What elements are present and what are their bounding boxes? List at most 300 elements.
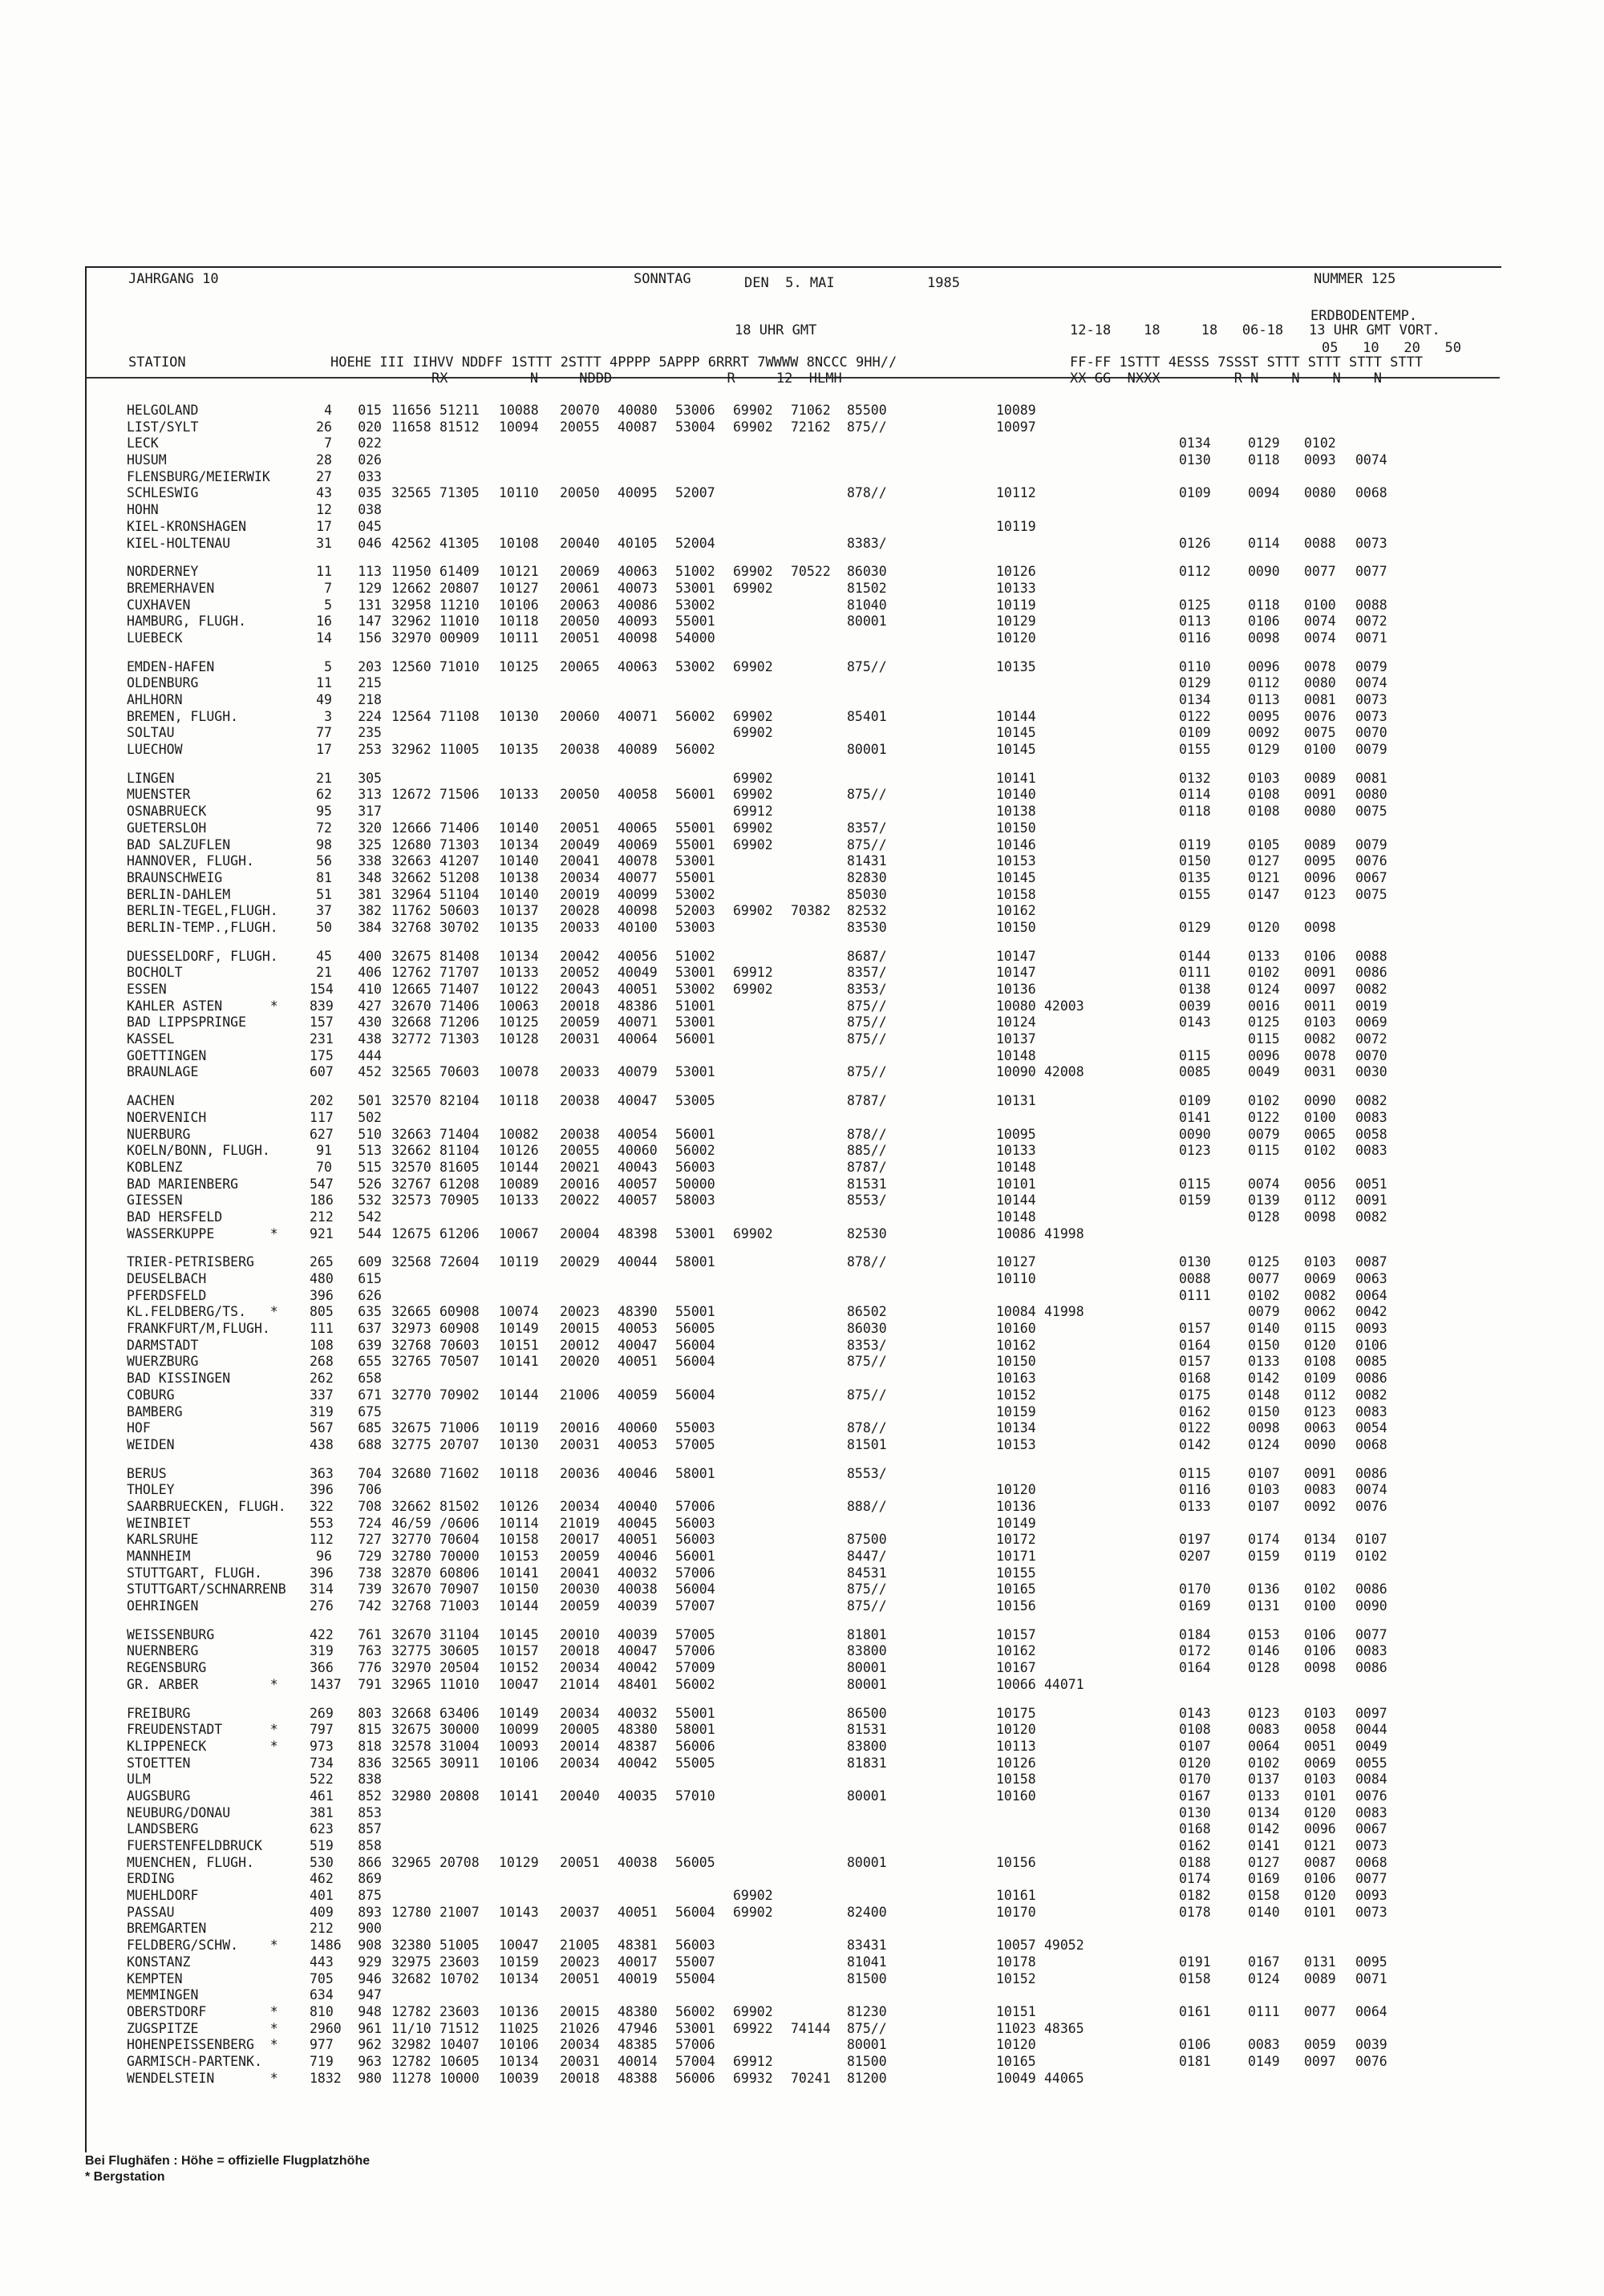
table-cell: 40046 <box>618 1549 658 1564</box>
table-cell <box>728 1805 786 1822</box>
table-cell: 20034 <box>560 869 600 885</box>
table-cell: 10162 <box>996 903 1036 919</box>
table-cell <box>670 804 728 820</box>
table-cell <box>948 887 996 904</box>
table-cell: 40047 <box>618 1093 658 1109</box>
table-cell: 0083 <box>1355 1143 1387 1159</box>
table-cell: 20050 <box>560 613 600 630</box>
table-cell: 0149 <box>1248 2053 1280 2069</box>
table-cell: 10148 <box>996 1209 1036 1225</box>
table-cell <box>1044 1706 1091 1723</box>
table-cell <box>1044 1888 1091 1905</box>
table-cell: 21019 <box>560 1515 600 1531</box>
table-cell: 10153 <box>499 1549 539 1564</box>
table-cell <box>948 1160 996 1176</box>
table-cell <box>901 613 948 630</box>
station-name: KONSTANZ <box>127 1954 191 1970</box>
table-cell: 10113 <box>996 1738 1036 1754</box>
table-row <box>127 1466 1506 1483</box>
table-cell: 57010 <box>675 1788 715 1804</box>
table-cell <box>555 675 613 692</box>
table-cell: 0124 <box>1248 982 1280 997</box>
table-cell: 567 <box>310 1420 334 1436</box>
table-row <box>127 1821 1506 1838</box>
table-cell: 0124 <box>1248 1436 1280 1452</box>
table-cell: 381 <box>358 886 382 902</box>
table-cell <box>901 709 948 726</box>
table-cell <box>786 1821 842 1838</box>
table-cell <box>786 2037 842 2054</box>
station-name: BAD LIPPSPRINGE <box>127 1014 247 1031</box>
table-cell: 32980 <box>391 1788 431 1804</box>
station-name: LINGEN <box>127 770 175 786</box>
table-cell: 10101 <box>996 1176 1036 1192</box>
table-cell: 8687/ <box>847 948 887 964</box>
table-cell <box>786 771 842 788</box>
table-cell: 10144 <box>996 708 1036 724</box>
table-cell: 962 <box>358 2037 382 2053</box>
table-cell <box>728 692 786 709</box>
table-row <box>127 1064 1506 1081</box>
table-cell: 20807 <box>439 580 480 596</box>
table-cell <box>948 435 996 452</box>
table-cell: 0090 <box>1304 1093 1336 1109</box>
table-cell <box>786 452 842 469</box>
table-cell: 40017 <box>618 1954 658 1970</box>
table-cell: 41998 <box>1044 1225 1084 1241</box>
table-cell: 5 <box>324 658 332 674</box>
table-cell: 10106 <box>499 1755 539 1771</box>
table-cell: 32565 <box>391 485 431 501</box>
table-cell: 20059 <box>560 1014 600 1031</box>
table-cell <box>901 1466 948 1483</box>
table-cell: 0102 <box>1304 1581 1336 1597</box>
table-cell <box>786 804 842 820</box>
table-cell: 40093 <box>618 613 658 630</box>
table-cell <box>494 1987 555 2004</box>
table-cell: 0119 <box>1304 1549 1336 1564</box>
table-cell: 0169 <box>1179 1598 1211 1614</box>
station-name: BRAUNSCHWEIG <box>127 869 223 885</box>
table-cell <box>1044 1160 1091 1176</box>
station-name: MANNHEIM <box>127 1549 191 1564</box>
table-cell <box>728 1938 786 1954</box>
table-cell: 0030 <box>1355 1064 1387 1080</box>
table-cell <box>1044 1387 1091 1404</box>
table-cell: 0090 <box>1179 1126 1211 1142</box>
table-cell: 83800 <box>847 1643 887 1659</box>
station-name: NOERVENICH <box>127 1109 207 1125</box>
table-cell <box>387 435 435 452</box>
table-cell <box>613 1110 670 1127</box>
table-cell: 10165 <box>996 1581 1036 1597</box>
table-cell: 69922 <box>733 2020 773 2036</box>
table-cell: 40080 <box>618 403 658 418</box>
table-cell: 0083 <box>1248 2037 1280 2053</box>
table-cell <box>1091 1110 1179 1127</box>
table-cell: 16 <box>316 613 332 630</box>
table-cell <box>948 1971 996 1988</box>
table-cell <box>948 1755 996 1772</box>
table-cell: 0103 <box>1304 1254 1336 1270</box>
table-cell: 40069 <box>618 836 658 852</box>
table-cell <box>728 469 786 486</box>
table-cell <box>948 1805 996 1822</box>
table-cell: 32770 <box>391 1532 431 1548</box>
table-cell <box>1091 1805 1179 1822</box>
table-cell: 69902 <box>733 1904 773 1920</box>
table-cell <box>1179 502 1248 519</box>
table-cell <box>728 1093 786 1110</box>
table-cell: 11658 <box>391 419 431 435</box>
table-cell: 11010 <box>439 1676 480 1692</box>
table-cell <box>1044 675 1091 692</box>
table-cell <box>901 1160 948 1176</box>
table-cell: 54000 <box>675 630 715 646</box>
table-cell: 156 <box>358 630 382 646</box>
table-cell <box>948 1110 996 1127</box>
table-cell <box>1304 1987 1355 2004</box>
table-cell: 32958 <box>391 597 431 613</box>
table-cell <box>1044 771 1091 788</box>
table-cell <box>1355 1921 1408 1938</box>
table-cell <box>901 1905 948 1921</box>
table-cell: 32578 <box>391 1738 431 1754</box>
table-cell <box>728 1971 786 1988</box>
table-cell <box>1091 982 1179 998</box>
table-cell <box>613 675 670 692</box>
table-cell: 0146 <box>1248 1643 1280 1659</box>
table-cell <box>948 1581 996 1598</box>
table-cell <box>670 692 728 709</box>
table-cell: 0197 <box>1179 1532 1211 1548</box>
table-cell: 0073 <box>1355 1904 1387 1920</box>
table-cell: 80001 <box>847 1660 887 1676</box>
table-cell <box>1179 469 1248 486</box>
side-column-headers: FF-FF 1STTT 4ESSS 7SSST STTT STTT STTT STTT <box>1070 354 1424 371</box>
table-cell: 046 <box>358 535 382 551</box>
table-cell <box>1091 1722 1179 1739</box>
table-cell <box>901 787 948 804</box>
table-cell: 0105 <box>1248 836 1280 852</box>
station-name: LUEBECK <box>127 630 183 646</box>
table-cell: 20033 <box>560 1064 600 1080</box>
table-cell: 655 <box>358 1354 382 1370</box>
table-cell <box>996 1805 1044 1822</box>
table-cell <box>555 725 613 742</box>
table-cell: 384 <box>358 919 382 935</box>
table-cell <box>901 837 948 854</box>
table-cell: 10136 <box>499 2003 539 2019</box>
table-cell <box>1044 613 1091 630</box>
table-cell: 10126 <box>499 1498 539 1514</box>
table-cell <box>555 1921 613 1938</box>
table-cell: 10156 <box>996 1854 1036 1870</box>
station-name: BRAUNLAGE <box>127 1064 199 1080</box>
table-cell: 80001 <box>847 1854 887 1870</box>
table-cell: 10122 <box>499 982 539 997</box>
station-name: WEIDEN <box>127 1436 175 1452</box>
table-cell: 0078 <box>1304 658 1336 674</box>
table-cell <box>786 1354 842 1371</box>
table-cell: 973 <box>310 1738 334 1754</box>
table-cell <box>494 692 555 709</box>
table-cell <box>728 742 786 759</box>
table-cell <box>948 1532 996 1549</box>
footnote-mountain: * Bergstation <box>85 2170 165 2184</box>
table-cell <box>842 1516 901 1533</box>
table-cell: 0073 <box>1355 708 1387 724</box>
table-cell <box>1304 1938 1355 1954</box>
table-cell <box>1044 725 1091 742</box>
table-row <box>127 1627 1506 1644</box>
table-cell: 980 <box>358 2070 382 2086</box>
table-cell: 0086 <box>1355 1371 1387 1387</box>
table-cell: 69912 <box>733 2053 773 2069</box>
table-cell <box>786 965 842 982</box>
table-cell: 0123 <box>1304 1403 1336 1419</box>
table-cell: 20017 <box>560 1532 600 1548</box>
table-cell <box>1248 1938 1304 1954</box>
table-cell <box>948 1304 996 1321</box>
table-cell <box>1044 1855 1091 1872</box>
table-cell <box>670 1482 728 1499</box>
table-cell: 0111 <box>1179 965 1211 981</box>
table-cell: 40054 <box>618 1126 658 1142</box>
table-cell: 705 <box>310 1970 334 1986</box>
table-row <box>127 1271 1506 1288</box>
table-cell <box>1044 1755 1091 1772</box>
table-cell <box>728 519 786 536</box>
table-cell <box>842 1921 901 1938</box>
table-cell: 0147 <box>1248 886 1280 902</box>
table-cell: 12 <box>316 502 332 518</box>
table-cell: 908 <box>358 1938 382 1954</box>
table-cell: 10126 <box>996 1755 1036 1771</box>
table-cell <box>555 1772 613 1788</box>
table-cell: 0088 <box>1179 1271 1211 1286</box>
table-cell: 10149 <box>996 1515 1036 1531</box>
table-cell <box>1304 519 1355 536</box>
table-cell <box>901 1014 948 1031</box>
table-cell <box>1044 1127 1091 1144</box>
table-cell <box>786 675 842 692</box>
table-cell <box>1091 920 1179 937</box>
table-cell: 438 <box>358 1031 382 1047</box>
table-cell <box>728 1321 786 1338</box>
table-cell: 81531 <box>847 1176 887 1192</box>
table-cell <box>1091 1420 1179 1437</box>
table-cell: 27 <box>316 468 332 484</box>
table-cell: 51002 <box>675 564 715 580</box>
table-cell <box>1091 853 1179 870</box>
table-cell: 70907 <box>439 1581 480 1597</box>
table-cell <box>842 630 901 647</box>
table-cell: 0073 <box>1355 692 1387 707</box>
table-cell: 20051 <box>560 1854 600 1870</box>
table-cell: 0107 <box>1355 1532 1387 1548</box>
table-cell: 10121 <box>499 564 539 580</box>
table-cell <box>901 1271 948 1288</box>
table-cell <box>728 1437 786 1454</box>
table-cell: 10145 <box>996 725 1036 741</box>
station-column-header: STATION <box>128 354 186 371</box>
table-cell: 32675 <box>391 1420 431 1436</box>
station-name: MUENSTER <box>127 787 191 803</box>
table-cell <box>1355 1516 1408 1533</box>
table-cell <box>901 469 948 486</box>
weekday-label: SONNTAG <box>634 271 691 287</box>
station-name: KLIPPENECK * <box>127 1738 278 1754</box>
table-cell: 98 <box>316 836 332 852</box>
table-cell: 0106 <box>1179 2037 1211 2053</box>
table-cell: 022 <box>358 435 382 452</box>
table-cell <box>613 1048 670 1065</box>
station-group <box>127 1254 1506 1453</box>
table-row <box>127 519 1506 536</box>
table-cell: 0138 <box>1179 982 1211 997</box>
table-cell: 020 <box>358 419 382 435</box>
table-cell: 675 <box>358 1403 382 1419</box>
table-cell: 20040 <box>560 1788 600 1804</box>
station-name: WASSERKUPPE * <box>127 1225 278 1241</box>
table-cell <box>555 452 613 469</box>
table-cell <box>996 1110 1044 1127</box>
table-row <box>127 1549 1506 1565</box>
table-cell <box>494 1371 555 1387</box>
table-cell <box>494 1048 555 1065</box>
table-cell: 56002 <box>675 1143 715 1159</box>
table-cell <box>786 1304 842 1321</box>
table-cell <box>901 1110 948 1127</box>
table-cell <box>786 581 842 597</box>
table-cell <box>948 1706 996 1723</box>
table-cell: 20069 <box>560 564 600 580</box>
table-cell: 10145 <box>996 742 1036 758</box>
table-cell: 58001 <box>675 1254 715 1270</box>
table-cell <box>1091 536 1179 553</box>
table-cell <box>786 982 842 998</box>
table-cell <box>670 1404 728 1421</box>
table-cell <box>1044 1660 1091 1677</box>
table-row <box>127 2071 1506 2087</box>
table-cell <box>435 452 494 469</box>
table-cell <box>948 692 996 709</box>
table-cell <box>435 1921 494 1938</box>
table-row <box>127 1420 1506 1437</box>
table-cell: 0120 <box>1248 919 1280 935</box>
table-cell: 41207 <box>439 853 480 869</box>
table-cell <box>387 1805 435 1822</box>
table-cell <box>728 1821 786 1838</box>
table-cell: 0069 <box>1355 1014 1387 1031</box>
table-cell: 0140 <box>1248 1321 1280 1337</box>
table-cell <box>670 1371 728 1387</box>
table-cell <box>842 1288 901 1305</box>
table-cell: 81801 <box>847 1626 887 1642</box>
table-cell <box>1091 820 1179 837</box>
table-cell: 57006 <box>675 1565 715 1581</box>
table-cell: 10119 <box>499 1420 539 1436</box>
table-cell: 10000 <box>439 2070 480 2086</box>
table-cell <box>1044 1598 1091 1615</box>
table-cell <box>786 1788 842 1805</box>
table-row <box>127 564 1506 581</box>
table-cell <box>948 536 996 553</box>
table-cell: 0103 <box>1304 1705 1336 1721</box>
table-cell: 0109 <box>1304 1371 1336 1387</box>
table-cell: 40047 <box>618 1643 658 1659</box>
table-cell <box>613 804 670 820</box>
table-cell <box>948 1888 996 1905</box>
table-cell <box>1091 1304 1179 1321</box>
table-cell <box>901 581 948 597</box>
table-cell: 444 <box>358 1047 382 1063</box>
table-cell: 0056 <box>1304 1176 1336 1192</box>
table-cell: 11210 <box>439 597 480 613</box>
table-cell: 269 <box>310 1705 334 1721</box>
table-cell <box>435 1838 494 1855</box>
table-cell <box>948 804 996 820</box>
table-cell: 56005 <box>675 1321 715 1337</box>
table-cell <box>1179 1987 1248 2004</box>
table-cell <box>948 1482 996 1499</box>
table-cell: 0120 <box>1304 1804 1336 1820</box>
table-cell <box>786 1093 842 1110</box>
table-cell <box>728 1706 786 1723</box>
table-cell: 117 <box>310 1109 334 1125</box>
table-cell: 69902 <box>733 419 773 435</box>
table-cell: 0115 <box>1248 1143 1280 1159</box>
table-cell: 0107 <box>1179 1738 1211 1754</box>
table-cell <box>948 1031 996 1048</box>
table-cell <box>786 659 842 676</box>
table-cell <box>842 435 901 452</box>
table-cell: 40071 <box>618 1014 658 1031</box>
table-cell <box>901 1987 948 2004</box>
station-name: KASSEL <box>127 1031 175 1047</box>
table-cell: 0109 <box>1179 485 1211 501</box>
table-cell: 947 <box>358 1987 382 2003</box>
table-cell <box>786 887 842 904</box>
table-cell <box>901 1954 948 1971</box>
table-cell: 10145 <box>499 1626 539 1642</box>
table-cell <box>948 1387 996 1404</box>
table-cell: 878// <box>847 1126 887 1142</box>
table-cell: 55001 <box>675 820 715 836</box>
table-cell: 32768 <box>391 919 431 935</box>
table-cell <box>996 469 1044 486</box>
table-cell <box>1091 1226 1179 1243</box>
table-cell: 20036 <box>560 1465 600 1481</box>
table-cell <box>387 804 435 820</box>
table-row <box>127 709 1506 726</box>
table-cell: 0068 <box>1355 1436 1387 1452</box>
table-cell <box>948 870 996 887</box>
table-cell <box>728 1271 786 1288</box>
table-cell: 262 <box>310 1371 334 1387</box>
table-cell: 0091 <box>1304 965 1336 981</box>
table-cell <box>1091 659 1179 676</box>
table-cell <box>901 1549 948 1565</box>
table-cell <box>948 1905 996 1921</box>
table-cell <box>670 1888 728 1905</box>
table-cell: 875// <box>847 836 887 852</box>
table-cell <box>1091 1755 1179 1772</box>
table-cell: 0123 <box>1304 886 1336 902</box>
table-cell <box>1179 2021 1248 2038</box>
table-cell: 0090 <box>1248 564 1280 580</box>
